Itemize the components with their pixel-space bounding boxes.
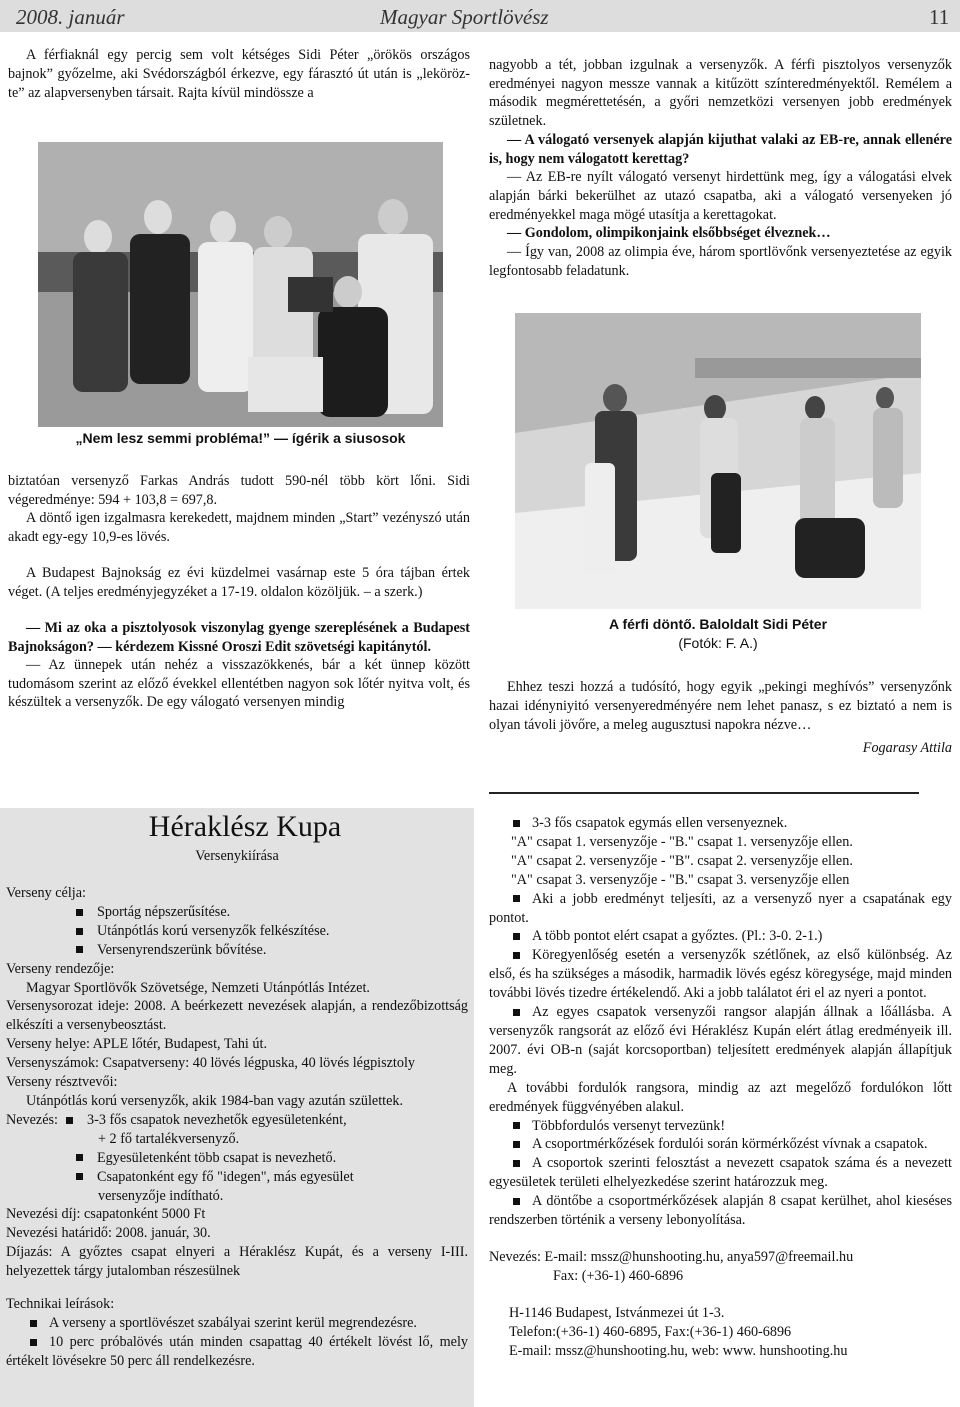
photo2-caption: [515, 615, 921, 653]
page-header: [0, 0, 960, 32]
rule-6: [489, 1117, 952, 1136]
left-column: [8, 472, 470, 712]
photo2-caption-line2: (Fotók: F. A.): [678, 635, 758, 651]
bullet-icon: [513, 933, 520, 940]
bullet-icon: [513, 895, 520, 902]
bullet-icon: [513, 1160, 520, 1167]
photo-judges-image: [38, 142, 443, 427]
dijazas: Díjazás: A győztes csapat elnyeri a Héraklész Kupát, és a verseny I-III. helyezettek tárgy jutalomban részesülnek: [6, 1244, 468, 1280]
nevezes-3: [6, 1168, 468, 1187]
resztvevok-label: Verseny résztvevői:: [6, 1074, 118, 1091]
nevezes-1b: + 2 fő tartalékversenyző.: [98, 1130, 240, 1147]
rule-1-text: 3-3 fős csapatok egymás ellen versenyeznek.: [532, 815, 788, 831]
bullet-icon: [76, 928, 83, 935]
rule-7: [489, 1135, 952, 1154]
address-line-2: Telefon:(+36-1) 460-6895, Fax:(+36-1) 460-6896: [509, 1323, 792, 1340]
rule-7-text: A csoportmérkőzések fordulói során körmérkőzést vívnak a csapatok.: [532, 1136, 928, 1153]
nevezes-3b: versenyzője indítható.: [98, 1187, 224, 1204]
cel-item-3-text: Versenyrendszerünk bővítése.: [97, 941, 267, 958]
cel-item-1: [6, 903, 468, 922]
rule-5-text: Az egyes csapatok versenyzői rangsor alapján állnak a lőállásba. A versenyzők rangsorát az előző évi Héraklész Kupán elért átlag eredményeik ill. 2007. évi OB-n (saját korcsoportban) teljesített eredmények alapján állapítjuk meg.: [489, 1004, 952, 1077]
article-divider: [489, 792, 919, 794]
magazine-title: Magyar Sportlövész: [380, 5, 549, 29]
left-paragraph-1: biztatóan versenyző Farkas András tudott 590-nél több kört lőni. Sidi végeredménye: 594 + 103,8 = 697,8.: [8, 473, 470, 508]
photo1-caption-text: „Nem lesz semmi probléma!” — ígérik a siusosok: [75, 430, 406, 446]
tech-1: [6, 1314, 468, 1333]
technikai-label: Technikai leírások:: [6, 1296, 115, 1313]
cel-label: Verseny célja:: [6, 885, 86, 901]
rule-9-text: A döntőbe a csoportmérkőzések alapján 8 csapat kerülhet, ahol kieséses rendszerben történik a verseny lebonyolítása.: [489, 1193, 952, 1229]
bullet-icon: [30, 1320, 37, 1327]
left-intro-paragraph: A férfiaknál egy percig sem volt kétséges Sidi Péter „örökös országos bajnok” győzelme, aki Svédországból érkezve, egy fárasztó út után is „lekörözte” az alapversenyben társait. Rajta kívül mindössze a: [8, 47, 470, 101]
nevezes-1-text: 3-3 fős csapatok nevezhetők egyesületenként,: [87, 1111, 347, 1128]
szamok: Versenyszámok: Csapatverseny: 40 lövés légpuska, 40 lövés légpisztoly: [6, 1055, 415, 1072]
rule-3: [489, 927, 952, 946]
cel-item-3: [6, 941, 468, 960]
address-line-3: E-mail: mssz@hunshooting.hu, web: www. hunshooting.hu: [509, 1342, 848, 1359]
rule-fordulok: A további fordulók rangsora, mindig az azt megelőző fordulókon lőtt eredmények függvényében alakul.: [489, 1079, 952, 1115]
bullet-icon: [30, 1339, 37, 1346]
nevezes-3-text: Csapatonként egy fő "idegen", más egyesület: [97, 1168, 354, 1185]
box-content: [6, 884, 468, 1371]
bullet-icon: [513, 1122, 520, 1129]
tech-2: [6, 1333, 468, 1371]
right-question-2: — Gondolom, olimpikonjaink elsőbbséget élveznek…: [507, 225, 831, 242]
rule-2: [489, 890, 952, 928]
rendezo: Magyar Sportlövők Szövetsége, Nemzeti Utánpótlás Intézet.: [26, 979, 370, 996]
rule-8: [489, 1154, 952, 1192]
bullet-icon: [513, 1009, 520, 1016]
left-question-1: — Mi az oka a pisztolyosok viszonylag gyenge szereplésének a Budapest Bajnokságon? — kérdezem Kissné Oroszi Edit szövetségi kapitánytól.: [8, 620, 470, 655]
rule-6-text: Többfordulós versenyt tervezünk!: [532, 1117, 726, 1134]
rule-4-text: Köregyenlőség esetén a versenyzők szétlőnek, az első különbség. Az első, és ha szükséges a második, harmadik lövés egész köregysége, majd minden további lövés tizedre értékelendő. Aki a jobb találatot éri el az nyeri a pontot.: [489, 947, 952, 1002]
right-column-top: [489, 56, 952, 280]
rules-column: [489, 814, 952, 1360]
nevezes-email: Nevezés: E-mail: mssz@hunshooting.hu, anya597@freemail.hu: [489, 1248, 854, 1265]
rule-5: [489, 1003, 952, 1079]
sorozat: Versenysorozat ideje: 2008. A beérkezett nevezések alapján, a rendezőbizottság elkészíti a versenybeosztást.: [6, 998, 468, 1034]
box-title: Héraklész Kupa: [148, 810, 342, 843]
bullet-icon: [513, 1198, 520, 1205]
cel-item-2: [6, 922, 468, 941]
left-paragraph-3: A Budapest Bajnokság ez évi küzdelmei vasárnap este 5 óra tájban értek véget. (A teljes eredményjegyzéket a 17-19. oldalon közöljük. – a szerk.): [8, 565, 470, 600]
tech-2-text: 10 perc próbalövés után minden csapattag 40 értékelt lövést lő, mely értékelt lövésekre 50 perc áll rendelkezésre.: [6, 1333, 468, 1369]
rule-1b: "A" csapat 2. versenyzője - "B". csapat 2. versenyzője ellen.: [511, 852, 853, 869]
rule-4: [489, 946, 952, 1003]
bullet-icon: [76, 1154, 83, 1161]
cel-item-2-text: Utánpótlás korú versenyzők felkészítése.: [97, 922, 330, 939]
right-question-1: — A válogató versenyek alapján kijuthat valaki az EB-re, annak ellenére is, hogy nem válogatott kerettag?: [489, 131, 952, 167]
resztvevok: Utánpótlás korú versenyzők, akik 1984-ban vagy azután születtek.: [26, 1092, 404, 1109]
photo-judges: [38, 142, 443, 427]
cel-item-1-text: Sportág népszerűsítése.: [97, 903, 231, 920]
photo-final: [515, 313, 921, 609]
bullet-icon: [76, 909, 83, 916]
dij: Nevezési díj: csapatonként 5000 Ft: [6, 1206, 206, 1223]
rule-1: [489, 814, 952, 833]
rule-1c: "A" csapat 3. versenyzője - "B." csapat 3. versenyzője ellen: [511, 871, 850, 888]
rule-3-text: A több pontot elért csapat a győztes. (Pl.: 3-0. 2-1.): [532, 928, 823, 945]
nevezes-2: [6, 1149, 468, 1168]
rule-1a: "A" csapat 1. versenyzője - "B." csapat 1. versenyzője ellen.: [511, 833, 853, 850]
right-column-end: [489, 678, 952, 758]
left-answer-1: — Az ünnepek után nehéz a visszazökkenés, bár a két ünnep között tudomásom szerint az előző évekkel ellentétben nagyon sok lőtér nyitva volt, és készültek a versenyzők. De egy válogató versenyen mindig: [8, 657, 470, 710]
bullet-icon: [76, 1173, 83, 1180]
photo1-caption: [38, 430, 443, 446]
bullet-icon: [76, 946, 83, 953]
nevezes-fax: Fax: (+36-1) 460-6896: [553, 1267, 684, 1284]
rule-8-text: A csoportok szerinti felosztást a nevezett csapatok száma és a nevezett egyesületek területi elhelyezkedése szerint határozzuk meg.: [489, 1155, 952, 1191]
page-number: 11: [929, 5, 950, 29]
hatarido: Nevezési határidő: 2008. január, 30.: [6, 1225, 211, 1242]
article-author: Fogarasy Attila: [862, 740, 952, 756]
photo2-caption-line1: A férfi döntő. Baloldalt Sidi Péter: [608, 616, 828, 632]
left-paragraph-2: A döntő igen izgalmasra kerekedett, majdnem minden „Start” vezényszó után akadt egy-egy 10,9-es lövés.: [8, 510, 470, 545]
box-subtitle: Versenykiírása: [195, 848, 279, 864]
bullet-icon: [513, 820, 520, 827]
heraklesz-box: [0, 808, 474, 1407]
rendezo-label: Verseny rendezője:: [6, 960, 115, 977]
nevezes-label: Nevezés:: [6, 1111, 58, 1128]
bullet-icon: [513, 952, 520, 959]
issue-date: 2008. január: [16, 5, 125, 29]
photo-final-image: [515, 313, 921, 609]
tech-1-text: A verseny a sportlövészet szabályai szerint kerül megrendezésre.: [49, 1314, 417, 1331]
right-answer-2: — Így van, 2008 az olimpia éve, három sportlövőnk versenyeztetése az egyik legfontosabb feladatunk.: [489, 244, 952, 279]
rule-9: [489, 1192, 952, 1230]
address-line-1: H-1146 Budapest, Istvánmezei út 1-3.: [509, 1304, 725, 1321]
rule-2-text: Aki a jobb eredményt teljesíti, az a versenyző nyer a csapatának egy pontot.: [489, 890, 952, 926]
bullet-icon: [66, 1117, 73, 1124]
nevezes-1: [6, 1111, 468, 1130]
right-answer-1: — Az EB-re nyílt válogató versenyt hirdettünk meg, így a válogatási elvek alapján bárki bekerülhet az utazó csapatba, aki a válogató versenyeken jó eredményekkel maga mögé utasítja a kerettagokat.: [489, 169, 952, 223]
bullet-icon: [513, 1141, 520, 1148]
nevezes-2-text: Egyesületenként több csapat is nevezhető.: [97, 1149, 337, 1166]
right-paragraph-end: Ehhez teszi hozzá a tudósító, hogy egyik „pekingi meghívós” versenyzőnk hazai idényniyitó versenyeredményére nem lehet panasz, s ez biztató a nem is olyan távoli jövőre, a meleg augusztusi napokra nézve…: [489, 679, 952, 733]
helye: Verseny helye: APLE lőtér, Budapest, Tahi út.: [6, 1036, 267, 1053]
right-paragraph-1: nagyobb a tét, jobban izgulnak a versenyzők. A férfi pisztolyos versenyzők eredményei nagyon messze vannak a kitűzött színteredményektől. Remélem a második megmérettetésén, a győri nemzetközi versenyen jobb eredmények születnek.: [489, 57, 952, 130]
